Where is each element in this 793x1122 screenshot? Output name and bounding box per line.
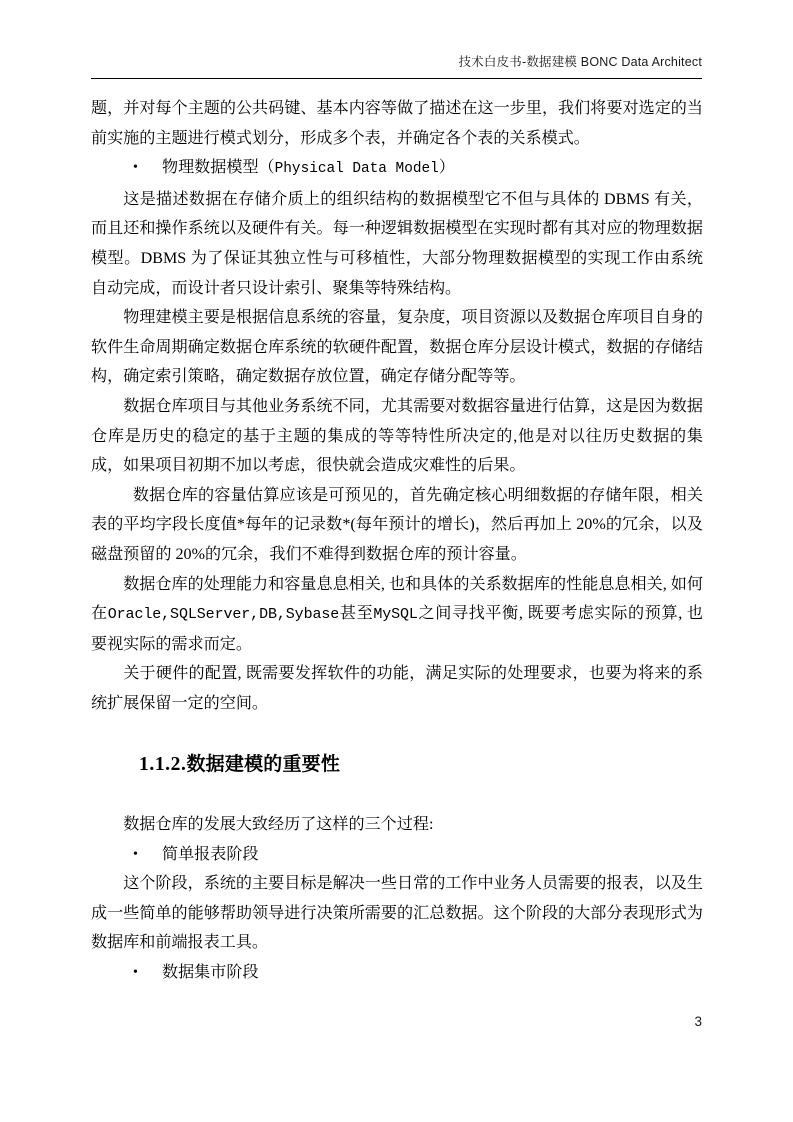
database-list: Oracle,SQLServer,DB,Sybase — [107, 606, 340, 624]
list-item-label-cn: 物理数据模型（ — [162, 159, 275, 177]
list-item-label-close: ） — [438, 159, 455, 177]
page-header — [91, 52, 702, 71]
paragraph-continued-top: 题，并对每个主题的公共码键、基本内容等做了描述在这一步里，我们将要对选定的当前实施的主题进行模式划分，形成多个表，并确定各个表的关系模式。 — [91, 100, 703, 147]
heading-spacer-above — [91, 718, 703, 750]
database-mysql: MySQL — [373, 606, 418, 624]
bullet-marker-icon: • — [133, 160, 138, 176]
heading-spacer-below — [91, 780, 703, 810]
list-item-simple-report-stage — [91, 840, 703, 870]
bullet-marker-icon: • — [133, 846, 138, 862]
section-heading-number: 1.1.2. — [139, 754, 187, 776]
header-title: 技术白皮书-数据建模 BONC Data Architect — [458, 55, 702, 69]
list-item-physical-data-model — [91, 153, 703, 185]
paragraph-performance-suffix: 之间寻找平衡, 既要考虑实际的预算, 也要视实际的需求而定。 — [91, 605, 704, 653]
list-item-label: 数据集市阶段 — [162, 964, 259, 982]
paragraph-capacity-2: 数据仓库的容量估算应该是可预见的，首先确定核心明细数据的存储年限，相关表的平均字段长度值*每年的记录数*(每年预计的增长)，然后再加上 20%的冗余，以及磁盘预留的 20%的冗余，我们不难得到数据仓库的预计容量。 — [91, 486, 703, 563]
paragraph-capacity-1: 数据仓库项目与其他业务系统不同，尤其需要对数据容量进行估算，这是因为数据仓库是历史的稳定的基于主题的集成的等等特性所决定的,他是对以往历史数据的集成，如果项目初期不加以考虑，很快就会造成灾难性的后果。 — [91, 397, 703, 475]
list-item-label — [162, 153, 455, 185]
paragraph-simple-report-description: 这个阶段，系统的主要目标是解决一些日常的工作中业务人员需要的报表，以及生成一些简单的能够帮助领导进行决策所需要的汇总数据。这个阶段的大部分表现形式为数据库和前端报表工具。 — [91, 875, 703, 952]
page-number: 3 — [694, 1014, 702, 1029]
paragraph-physical-description-2: 物理建模主要是根据信息系统的容量，复杂度，项目资源以及数据仓库项目自身的软件生命周期确定数据仓库系统的软硬件配置，数据仓库分层设计模式，数据的存储结构，确定索引策略，确定数据存放位置，确定存储分配等等。 — [91, 309, 703, 386]
paragraph-dw-history: 数据仓库的发展大致经历了这样的三个过程: — [123, 816, 434, 834]
paragraph-hardware: 关于硬件的配置, 既需要发挥软件的功能，满足实际的处理要求，也要为将来的系统扩展保留一定的空间。 — [91, 665, 703, 712]
header-divider-rule — [91, 78, 702, 79]
section-heading-title: 数据建模的重要性 — [186, 754, 341, 776]
paragraph-performance-prefix: 数据仓库的处理能力和容量息息相关, 也和具体的关系数据库的性能息息相关, 如何在 — [91, 575, 703, 623]
bullet-marker-icon: • — [133, 965, 138, 981]
paragraph-physical-description-1: 这是描述数据在存储介质上的组织结构的数据模型它不但与具体的 DBMS 有关，而且还和操作系统以及硬件有关。每一种逻辑数据模型在实现时都有其对应的物理数据模型。DBMS 为了保证其独立性与可移植性，大部分物理数据模型的实现工作由系统自动完成，而设计者只设计索引、聚集等特殊结构。 — [91, 190, 703, 297]
document-body — [91, 94, 703, 988]
list-item-data-mart-stage — [91, 958, 703, 988]
paragraph-performance-mid: 甚至 — [339, 605, 374, 623]
section-heading — [91, 750, 703, 780]
list-item-label: 简单报表阶段 — [162, 845, 259, 863]
paragraph-performance — [91, 570, 703, 660]
list-item-label-en: Physical Data Model — [274, 161, 439, 178]
